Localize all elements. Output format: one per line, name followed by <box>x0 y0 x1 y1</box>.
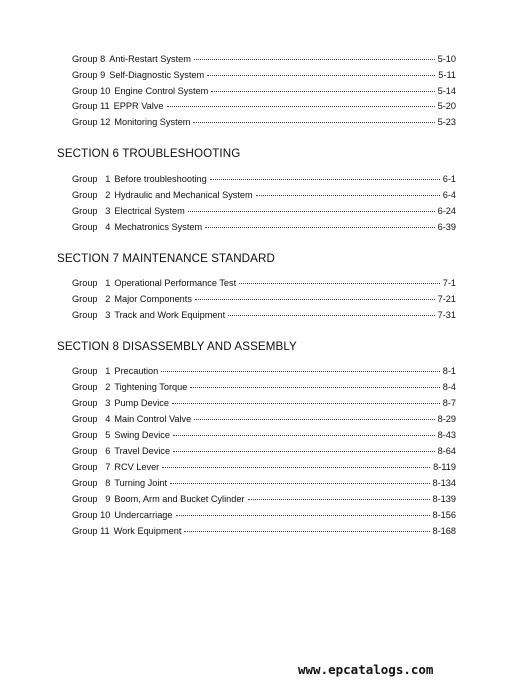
entry-group: Group 1 <box>72 278 111 288</box>
entry-page: 5-11 <box>438 70 456 80</box>
entry-page: 8-7 <box>442 398 456 408</box>
entry-group: Group 2 <box>72 294 111 304</box>
entry-title: Electrical System <box>114 206 185 216</box>
toc-entry <box>72 462 456 476</box>
entry-page: 8-64 <box>437 446 456 456</box>
toc-entry <box>72 206 456 220</box>
entry-page: 5-20 <box>437 101 456 111</box>
entry-page: 6-4 <box>442 190 456 200</box>
dot-leader <box>239 283 440 284</box>
dot-leader <box>210 179 440 180</box>
entry-title: Self-Diagnostic System <box>109 70 205 80</box>
entry-group: Group 11 <box>72 101 110 111</box>
entry-title: Mechatronics System <box>114 222 203 232</box>
entry-page: 6-1 <box>442 174 456 184</box>
toc-entry <box>72 494 456 508</box>
entry-group: Group 8 <box>72 54 106 64</box>
dot-leader <box>194 419 434 420</box>
dot-leader <box>194 59 435 60</box>
entry-title: Pump Device <box>114 398 169 408</box>
toc-entry <box>72 222 456 236</box>
dot-leader <box>170 483 429 484</box>
entry-page: 8-29 <box>437 414 456 424</box>
entry-page: 8-168 <box>432 526 456 536</box>
dot-leader <box>184 531 429 532</box>
entry-title: Undercarriage <box>114 510 173 520</box>
toc-entry <box>72 86 456 100</box>
toc-entry <box>72 510 456 524</box>
toc-entry <box>72 70 456 84</box>
entry-page: 7-1 <box>442 278 456 288</box>
toc-entry <box>72 398 456 412</box>
dot-leader <box>195 299 435 300</box>
entry-group: Group 1 <box>72 366 111 376</box>
dot-leader <box>173 435 435 436</box>
entry-group: Group 9 <box>72 494 111 504</box>
entry-group: Group 2 <box>72 382 111 392</box>
toc-entry <box>72 526 456 540</box>
entry-page: 8-43 <box>437 430 456 440</box>
entry-page: 6-39 <box>437 222 456 232</box>
entry-page: 5-14 <box>437 86 456 96</box>
dot-leader <box>173 451 434 452</box>
section-7-heading: SECTION 7 MAINTENANCE STANDARD <box>57 252 275 265</box>
entry-page: 8-119 <box>433 462 456 472</box>
entry-title: Travel Device <box>114 446 171 456</box>
entry-group: Group 12 <box>72 117 111 127</box>
entry-page: 7-21 <box>437 294 456 304</box>
toc-entry <box>72 190 456 204</box>
entry-title: Hydraulic and Mechanical System <box>114 190 253 200</box>
section-6-heading: SECTION 6 TROUBLESHOOTING <box>57 147 241 160</box>
dot-leader <box>162 467 430 468</box>
entry-title: Track and Work Equipment <box>114 310 226 320</box>
dot-leader <box>211 91 434 92</box>
entry-group: Group 4 <box>72 414 111 424</box>
entry-title: Monitoring System <box>114 117 191 127</box>
entry-title: Main Control Valve <box>114 414 192 424</box>
dot-leader <box>176 515 430 516</box>
toc-entry <box>72 101 456 115</box>
entry-title: Precaution <box>114 366 159 376</box>
entry-page: 7-31 <box>437 310 456 320</box>
dot-leader <box>248 499 430 500</box>
entry-title: Boom, Arm and Bucket Cylinder <box>114 494 245 504</box>
entry-page: 6-24 <box>437 206 456 216</box>
entry-title: Swing Device <box>114 430 170 440</box>
toc-entry <box>72 310 456 324</box>
entry-title: Work Equipment <box>113 526 182 536</box>
dot-leader <box>256 195 440 196</box>
entry-group: Group 5 <box>72 430 111 440</box>
entry-group: Group 2 <box>72 190 111 200</box>
section-8-heading: SECTION 8 DISASSEMBLY AND ASSEMBLY <box>57 340 297 353</box>
entry-group: Group 3 <box>72 398 111 408</box>
dot-leader <box>167 106 435 107</box>
entry-title: RCV Lever <box>114 462 160 472</box>
toc-entry <box>72 382 456 396</box>
entry-title: Turning Joint <box>114 478 168 488</box>
entry-group: Group 3 <box>72 310 111 320</box>
entry-page: 8-156 <box>432 510 456 520</box>
toc-entry <box>72 294 456 308</box>
entry-page: 8-4 <box>442 382 456 392</box>
entry-title: Before troubleshooting <box>114 174 207 184</box>
entry-group: Group 11 <box>72 526 110 536</box>
entry-page: 8-134 <box>432 478 456 488</box>
entry-group: Group 10 <box>72 86 111 96</box>
dot-leader <box>161 371 439 372</box>
entry-title: Engine Control System <box>114 86 209 96</box>
entry-title: Major Components <box>114 294 192 304</box>
entry-page: 8-1 <box>442 366 456 376</box>
entry-group: Group 7 <box>72 462 111 472</box>
toc-entry <box>72 414 456 428</box>
dot-leader <box>172 403 440 404</box>
toc-entry <box>72 117 456 131</box>
entry-group: Group 1 <box>72 174 111 184</box>
entry-title: Operational Performance Test <box>114 278 237 288</box>
toc-entry <box>72 478 456 492</box>
entry-group: Group 3 <box>72 206 111 216</box>
entry-page: 8-139 <box>432 494 456 504</box>
entry-group: Group 4 <box>72 222 111 232</box>
toc-entry <box>72 278 456 292</box>
entry-title: EPPR Valve <box>113 101 164 111</box>
dot-leader <box>207 75 435 76</box>
toc-entry <box>72 54 456 68</box>
entry-group: Group 8 <box>72 478 111 488</box>
toc-entry <box>72 174 456 188</box>
dot-leader <box>190 387 439 388</box>
entry-title: Tightening Torque <box>114 382 188 392</box>
toc-entry <box>72 446 456 460</box>
dot-leader <box>228 315 434 316</box>
entry-group: Group 9 <box>72 70 106 80</box>
entry-group: Group 6 <box>72 446 111 456</box>
toc-entry <box>72 366 456 380</box>
entry-title: Anti-Restart System <box>109 54 191 64</box>
dot-leader <box>188 211 435 212</box>
entry-group: Group 10 <box>72 510 111 520</box>
toc-entry <box>72 430 456 444</box>
dot-leader <box>205 227 434 228</box>
watermark-text: www.epcatalogs.com <box>298 662 434 677</box>
entry-page: 5-10 <box>437 54 456 64</box>
dot-leader <box>193 122 434 123</box>
entry-page: 5-23 <box>437 117 456 127</box>
